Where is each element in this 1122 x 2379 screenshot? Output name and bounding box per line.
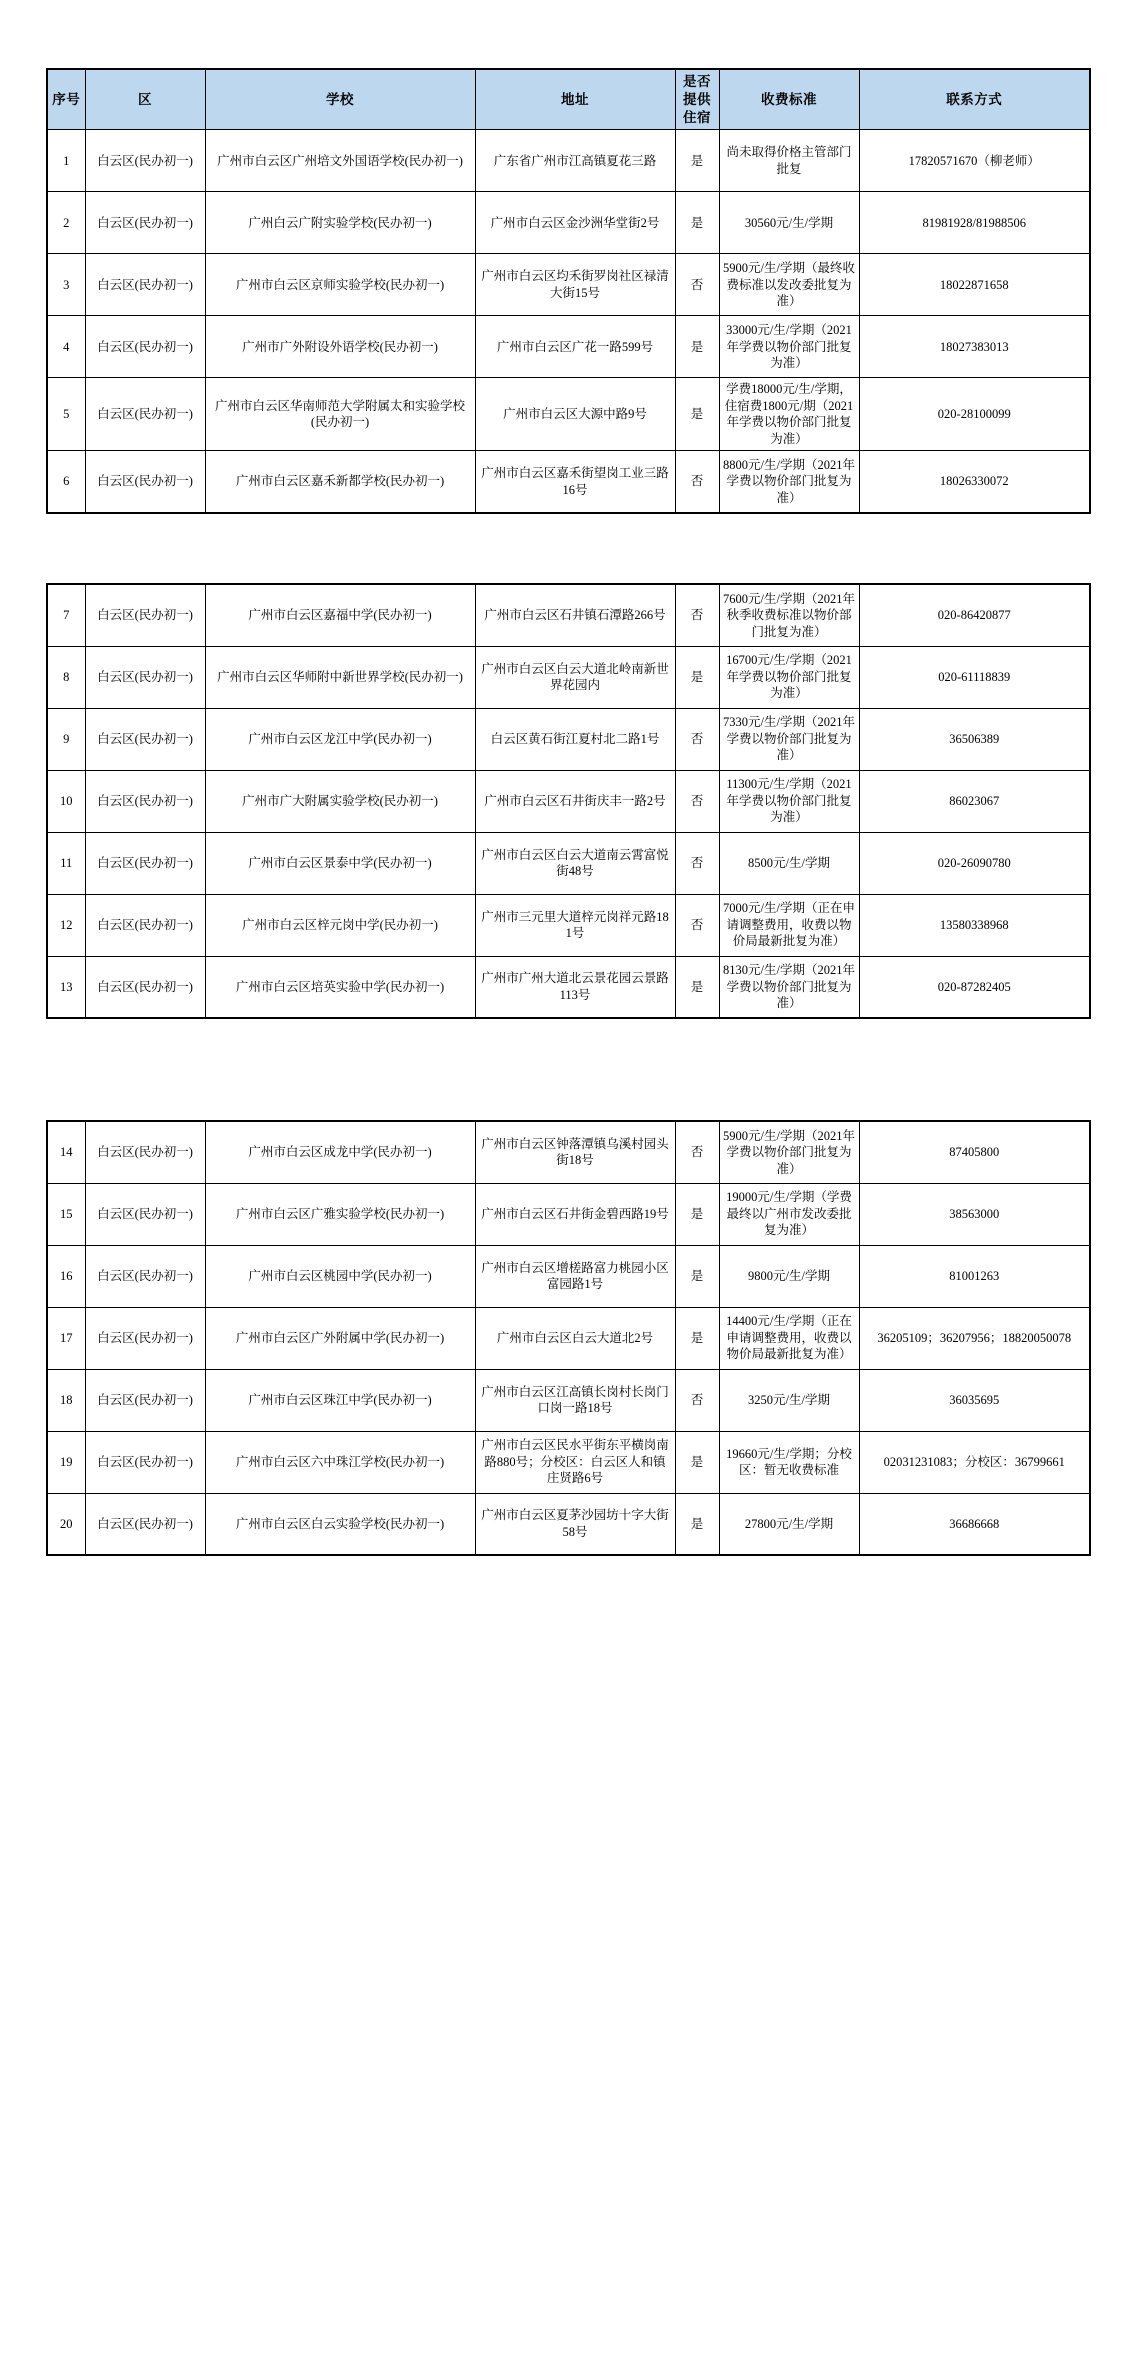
cell-contact: 36035695 xyxy=(859,1369,1090,1431)
column-header-district: 区 xyxy=(85,69,205,130)
table-row xyxy=(47,1183,1090,1245)
school-fee-table xyxy=(46,1120,1091,1556)
cell-school: 广州市白云区广州培文外国语学校(民办初一) xyxy=(205,130,475,192)
cell-fee: 3250元/生/学期 xyxy=(719,1369,859,1431)
table-row xyxy=(47,708,1090,770)
school-fee-table xyxy=(46,68,1091,514)
cell-school: 广州市白云区华师附中新世界学校(民办初一) xyxy=(205,646,475,708)
cell-contact: 020-87282405 xyxy=(859,956,1090,1018)
cell-school: 广州市广外附设外语学校(民办初一) xyxy=(205,316,475,378)
cell-contact: 18026330072 xyxy=(859,451,1090,513)
cell-fee: 学费18000元/生/学期，住宿费1800元/期（2021年学费以物价部门批复为准） xyxy=(719,378,859,451)
table-row xyxy=(47,894,1090,956)
cell-contact: 36506389 xyxy=(859,708,1090,770)
cell-district: 白云区(民办初一) xyxy=(85,1121,205,1183)
cell-address: 广州市白云区白云大道北岭南新世界花园内 xyxy=(475,646,675,708)
cell-address: 广州市白云区石井镇石潭路266号 xyxy=(475,584,675,646)
cell-school: 广州市白云区嘉福中学(民办初一) xyxy=(205,584,475,646)
cell-boarding: 是 xyxy=(675,130,719,192)
cell-contact: 020-61118839 xyxy=(859,646,1090,708)
cell-index: 20 xyxy=(47,1493,85,1555)
cell-index: 7 xyxy=(47,584,85,646)
cell-district: 白云区(民办初一) xyxy=(85,956,205,1018)
cell-contact: 020-26090780 xyxy=(859,832,1090,894)
cell-index: 6 xyxy=(47,451,85,513)
cell-address: 广州市白云区金沙洲华堂街2号 xyxy=(475,192,675,254)
cell-address: 广州市白云区民水平街东平横岗南路880号；分校区：白云区人和镇庄贤路6号 xyxy=(475,1431,675,1493)
cell-index: 1 xyxy=(47,130,85,192)
cell-district: 白云区(民办初一) xyxy=(85,378,205,451)
cell-school: 广州市白云区景泰中学(民办初一) xyxy=(205,832,475,894)
cell-school: 广州市白云区梓元岗中学(民办初一) xyxy=(205,894,475,956)
cell-index: 16 xyxy=(47,1245,85,1307)
cell-district: 白云区(民办初一) xyxy=(85,1493,205,1555)
table-row xyxy=(47,192,1090,254)
cell-fee: 7330元/生/学期（2021年学费以物价部门批复为准） xyxy=(719,708,859,770)
cell-school: 广州市白云区珠江中学(民办初一) xyxy=(205,1369,475,1431)
cell-index: 12 xyxy=(47,894,85,956)
cell-district: 白云区(民办初一) xyxy=(85,894,205,956)
cell-district: 白云区(民办初一) xyxy=(85,1369,205,1431)
cell-district: 白云区(民办初一) xyxy=(85,1183,205,1245)
cell-school: 广州市白云区京师实验学校(民办初一) xyxy=(205,254,475,316)
column-header-address: 地址 xyxy=(475,69,675,130)
table-row xyxy=(47,1121,1090,1183)
cell-address: 广州市白云区钟落潭镇乌溪村园头街18号 xyxy=(475,1121,675,1183)
cell-fee: 5900元/生/学期（2021年学费以物价部门批复为准） xyxy=(719,1121,859,1183)
cell-index: 9 xyxy=(47,708,85,770)
cell-contact: 86023067 xyxy=(859,770,1090,832)
cell-contact: 02031231083；分校区：36799661 xyxy=(859,1431,1090,1493)
cell-contact: 38563000 xyxy=(859,1183,1090,1245)
cell-index: 2 xyxy=(47,192,85,254)
cell-boarding: 是 xyxy=(675,1493,719,1555)
cell-fee: 8500元/生/学期 xyxy=(719,832,859,894)
cell-address: 广东省广州市江高镇夏花三路 xyxy=(475,130,675,192)
cell-index: 15 xyxy=(47,1183,85,1245)
cell-address: 广州市白云区石井街庆丰一路2号 xyxy=(475,770,675,832)
cell-address: 广州市广州大道北云景花园云景路113号 xyxy=(475,956,675,1018)
column-header-contact: 联系方式 xyxy=(859,69,1090,130)
cell-fee: 30560元/生/学期 xyxy=(719,192,859,254)
cell-contact: 020-28100099 xyxy=(859,378,1090,451)
cell-district: 白云区(民办初一) xyxy=(85,708,205,770)
cell-boarding: 否 xyxy=(675,1369,719,1431)
cell-boarding: 是 xyxy=(675,1431,719,1493)
table-row xyxy=(47,956,1090,1018)
table-block-2 xyxy=(46,583,1089,1019)
cell-district: 白云区(民办初一) xyxy=(85,584,205,646)
cell-boarding: 是 xyxy=(675,1245,719,1307)
table-row xyxy=(47,130,1090,192)
cell-contact: 87405800 xyxy=(859,1121,1090,1183)
cell-fee: 14400元/生/学期（正在申请调整费用，收费以物价局最新批复为准） xyxy=(719,1307,859,1369)
cell-school: 广州市白云区华南师范大学附属太和实验学校(民办初一) xyxy=(205,378,475,451)
cell-district: 白云区(民办初一) xyxy=(85,451,205,513)
cell-address: 广州市白云区大源中路9号 xyxy=(475,378,675,451)
cell-address: 广州市白云区增槎路富力桃园小区富园路1号 xyxy=(475,1245,675,1307)
cell-district: 白云区(民办初一) xyxy=(85,316,205,378)
cell-contact: 020-86420877 xyxy=(859,584,1090,646)
cell-boarding: 是 xyxy=(675,1307,719,1369)
cell-fee: 7000元/生/学期（正在申请调整费用，收费以物价局最新批复为准） xyxy=(719,894,859,956)
cell-address: 白云区黄石街江夏村北二路1号 xyxy=(475,708,675,770)
cell-index: 13 xyxy=(47,956,85,1018)
cell-index: 4 xyxy=(47,316,85,378)
table-row xyxy=(47,1493,1090,1555)
cell-contact: 36205109；36207956；18820050078 xyxy=(859,1307,1090,1369)
table-block-3 xyxy=(46,1120,1089,1556)
cell-address: 广州市白云区夏茅沙园坊十字大街58号 xyxy=(475,1493,675,1555)
cell-school: 广州市广大附属实验学校(民办初一) xyxy=(205,770,475,832)
cell-address: 广州市白云区白云大道北2号 xyxy=(475,1307,675,1369)
cell-boarding: 是 xyxy=(675,316,719,378)
cell-district: 白云区(民办初一) xyxy=(85,832,205,894)
table-row xyxy=(47,832,1090,894)
cell-district: 白云区(民办初一) xyxy=(85,646,205,708)
table-row xyxy=(47,584,1090,646)
cell-fee: 33000元/生/学期（2021年学费以物价部门批复为准） xyxy=(719,316,859,378)
cell-address: 广州市白云区江高镇长岗村长岗门口岗一路18号 xyxy=(475,1369,675,1431)
cell-fee: 19660元/生/学期；分校区：暂无收费标准 xyxy=(719,1431,859,1493)
cell-boarding: 是 xyxy=(675,956,719,1018)
cell-school: 广州市白云区白云实验学校(民办初一) xyxy=(205,1493,475,1555)
cell-index: 19 xyxy=(47,1431,85,1493)
table-header-row xyxy=(47,69,1090,130)
cell-contact: 18027383013 xyxy=(859,316,1090,378)
table-row xyxy=(47,1245,1090,1307)
cell-address: 广州市白云区石井街金碧西路19号 xyxy=(475,1183,675,1245)
cell-district: 白云区(民办初一) xyxy=(85,1245,205,1307)
cell-boarding: 否 xyxy=(675,894,719,956)
table-row xyxy=(47,770,1090,832)
cell-fee: 9800元/生/学期 xyxy=(719,1245,859,1307)
cell-district: 白云区(民办初一) xyxy=(85,192,205,254)
cell-boarding: 否 xyxy=(675,254,719,316)
cell-index: 14 xyxy=(47,1121,85,1183)
cell-contact: 36686668 xyxy=(859,1493,1090,1555)
cell-fee: 16700元/生/学期（2021年学费以物价部门批复为准） xyxy=(719,646,859,708)
table-row xyxy=(47,451,1090,513)
cell-contact: 17820571670（柳老师） xyxy=(859,130,1090,192)
cell-index: 5 xyxy=(47,378,85,451)
cell-index: 8 xyxy=(47,646,85,708)
table-row xyxy=(47,1369,1090,1431)
table-row xyxy=(47,1431,1090,1493)
table-block-1 xyxy=(46,68,1089,514)
cell-fee: 8130元/生/学期（2021年学费以物价部门批复为准） xyxy=(719,956,859,1018)
cell-boarding: 否 xyxy=(675,1121,719,1183)
cell-fee: 尚未取得价格主管部门批复 xyxy=(719,130,859,192)
cell-school: 广州市白云区桃园中学(民办初一) xyxy=(205,1245,475,1307)
cell-district: 白云区(民办初一) xyxy=(85,130,205,192)
school-fee-table xyxy=(46,583,1091,1019)
cell-school: 广州市白云区龙江中学(民办初一) xyxy=(205,708,475,770)
cell-school: 广州市白云区成龙中学(民办初一) xyxy=(205,1121,475,1183)
column-header-boarding: 是否提供住宿 xyxy=(675,69,719,130)
cell-boarding: 否 xyxy=(675,770,719,832)
cell-contact: 18022871658 xyxy=(859,254,1090,316)
cell-boarding: 否 xyxy=(675,832,719,894)
cell-boarding: 是 xyxy=(675,646,719,708)
cell-boarding: 否 xyxy=(675,584,719,646)
cell-address: 广州市白云区嘉禾街望岗工业三路16号 xyxy=(475,451,675,513)
cell-district: 白云区(民办初一) xyxy=(85,254,205,316)
cell-school: 广州市白云区六中珠江学校(民办初一) xyxy=(205,1431,475,1493)
cell-fee: 5900元/生/学期（最终收费标准以发改委批复为准） xyxy=(719,254,859,316)
cell-district: 白云区(民办初一) xyxy=(85,1307,205,1369)
cell-index: 18 xyxy=(47,1369,85,1431)
cell-index: 3 xyxy=(47,254,85,316)
cell-index: 10 xyxy=(47,770,85,832)
cell-fee: 7600元/生/学期（2021年秋季收费标准以物价部门批复为准） xyxy=(719,584,859,646)
table-row xyxy=(47,254,1090,316)
cell-boarding: 否 xyxy=(675,451,719,513)
cell-index: 17 xyxy=(47,1307,85,1369)
cell-address: 广州市三元里大道梓元岗祥元路181号 xyxy=(475,894,675,956)
cell-boarding: 否 xyxy=(675,708,719,770)
cell-school: 广州市白云区广雅实验学校(民办初一) xyxy=(205,1183,475,1245)
table-row xyxy=(47,316,1090,378)
column-header-school: 学校 xyxy=(205,69,475,130)
cell-fee: 27800元/生/学期 xyxy=(719,1493,859,1555)
table-row xyxy=(47,378,1090,451)
cell-contact: 81001263 xyxy=(859,1245,1090,1307)
table-row xyxy=(47,646,1090,708)
cell-school: 广州市白云区培英实验中学(民办初一) xyxy=(205,956,475,1018)
cell-school: 广州白云广附实验学校(民办初一) xyxy=(205,192,475,254)
cell-fee: 8800元/生/学期（2021年学费以物价部门批复为准） xyxy=(719,451,859,513)
cell-contact: 13580338968 xyxy=(859,894,1090,956)
cell-contact: 81981928/81988506 xyxy=(859,192,1090,254)
table-row xyxy=(47,1307,1090,1369)
cell-school: 广州市白云区嘉禾新都学校(民办初一) xyxy=(205,451,475,513)
cell-index: 11 xyxy=(47,832,85,894)
cell-district: 白云区(民办初一) xyxy=(85,770,205,832)
cell-district: 白云区(民办初一) xyxy=(85,1431,205,1493)
cell-fee: 19000元/生/学期（学费最终以广州市发改委批复为准） xyxy=(719,1183,859,1245)
column-header-no: 序号 xyxy=(47,69,85,130)
cell-boarding: 是 xyxy=(675,378,719,451)
column-header-fee: 收费标准 xyxy=(719,69,859,130)
cell-boarding: 是 xyxy=(675,1183,719,1245)
cell-address: 广州市白云区广花一路599号 xyxy=(475,316,675,378)
cell-school: 广州市白云区广外附属中学(民办初一) xyxy=(205,1307,475,1369)
cell-address: 广州市白云区均禾街罗岗社区禄清大街15号 xyxy=(475,254,675,316)
cell-boarding: 是 xyxy=(675,192,719,254)
cell-fee: 11300元/生/学期（2021年学费以物价部门批复为准） xyxy=(719,770,859,832)
cell-address: 广州市白云区白云大道南云霄富悦街48号 xyxy=(475,832,675,894)
